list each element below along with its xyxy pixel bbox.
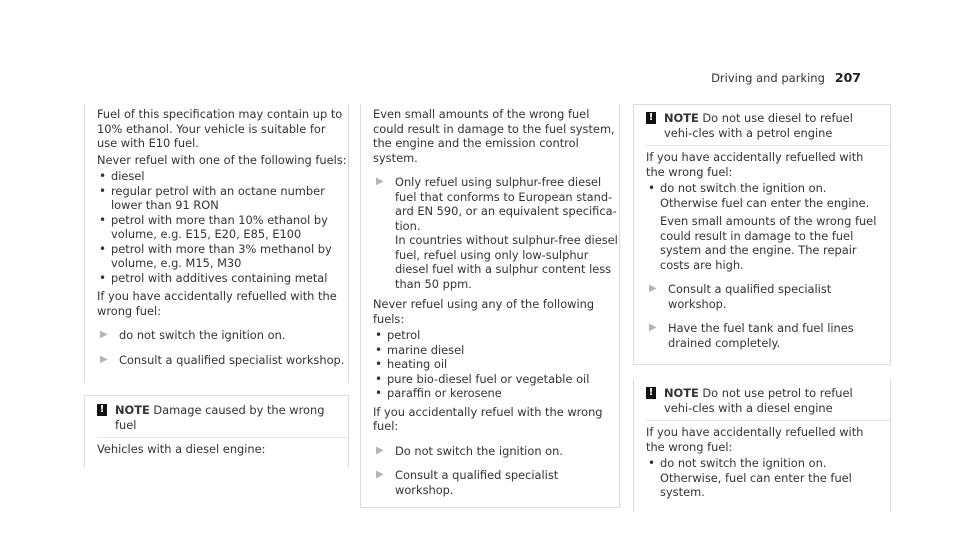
wrong-fuel-intro: If you accidentally refuel with the wrong fuel: (373, 404, 603, 433)
step-item (373, 175, 619, 291)
step-text: Only refuel using sulphur-free diesel fuel that conforms to European stand-ard EN 590, or an equivalent specifica-tion. (395, 175, 617, 233)
note-title (664, 111, 878, 140)
step-text: Consult a qualified specialist workshop. (395, 468, 559, 497)
note-box-petrol-in-diesel (633, 379, 891, 512)
list-item: • petrol with more than 10% ethanol by volume, e.g. E15, E20, E85, E100 (97, 213, 348, 242)
note-title (115, 403, 336, 432)
list-item: • diesel (97, 169, 348, 184)
fuel-spec-intro: Fuel of this specification may contain up to 10% ethanol. Your vehicle is suitable for use with E10 fuel. (97, 107, 343, 150)
wrong-fuel-intro: If you have accidentally refuelled with the wrong fuel: (646, 150, 864, 179)
never-refuel-heading: Never refuel using any of the following fuels: (373, 297, 595, 326)
diesel-content-box (360, 104, 620, 508)
wrong-fuel-damage-text: Even small amounts of the wrong fuel could result in damage to the fuel system, the engine and the emission control system. (373, 107, 615, 165)
page-header (711, 71, 861, 86)
arrow-icon: ▶ (376, 444, 384, 456)
step-text: Consult a qualified specialist workshop. (668, 282, 832, 311)
list-item-extra: Even small amounts of the wrong fuel could result in damage to the fuel system and the engine. The repair costs are high. (660, 214, 877, 272)
step-text: Consult a qualified specialist workshop. (119, 352, 345, 367)
note-header (646, 382, 890, 420)
section-title: Driving and parking (711, 71, 825, 85)
warning-icon: ! (646, 112, 656, 124)
list-item: • paraffin or kerosene (373, 386, 619, 401)
step-text: Do not switch the ignition on. (395, 443, 563, 458)
instruction-list (646, 181, 878, 210)
arrow-icon: ▶ (376, 469, 384, 480)
note-header (646, 107, 890, 145)
never-refuel-list (373, 328, 619, 401)
list-item: • do not switch the ignition on. Otherwise, fuel can enter the fuel system. (646, 456, 878, 500)
step-item (646, 321, 878, 350)
list-item: • petrol (373, 328, 619, 343)
note-text: Damage caused by the wrong fuel (115, 403, 325, 432)
arrow-icon: ▶ (100, 353, 108, 365)
step-item (373, 468, 619, 497)
note-body (97, 437, 348, 467)
step-item (646, 282, 878, 311)
column-1 (84, 104, 349, 467)
note-box-damage (84, 395, 349, 467)
list-item: • do not switch the ignition on. Otherwise fuel can enter the engine. (646, 181, 878, 210)
step-text: do not switch the ignition on. (119, 328, 286, 342)
list-item: • pure bio-diesel fuel or vegetable oil (373, 372, 619, 387)
arrow-icon: ▶ (376, 176, 384, 187)
step-item (97, 353, 348, 368)
wrong-fuel-intro: If you have accidentally refuelled with the wrong fuel: (646, 425, 864, 454)
note-body-text: Vehicles with a diesel engine: (97, 442, 266, 456)
note-header (97, 399, 348, 437)
list-item: • petrol with more than 3% methanol by volume, e.g. M15, M30 (97, 242, 348, 271)
step-item (373, 444, 619, 459)
column-3 (633, 104, 891, 512)
list-item: • marine diesel (373, 343, 619, 358)
list-item: • regular petrol with an octane number lower than 91 RON (97, 184, 348, 213)
note-title (664, 386, 878, 415)
note-box-diesel-in-petrol (633, 104, 891, 365)
never-refuel-list (97, 169, 348, 285)
step-text: Have the fuel tank and fuel lines drained completely. (668, 321, 854, 350)
arrow-icon: ▶ (100, 329, 108, 340)
column-2 (360, 104, 620, 508)
step-text-extra: In countries without sulphur-free diesel fuel, refuel using only low-sulphur diesel fuel with a sulphur content less than 50 ppm. (395, 233, 618, 291)
note-body (646, 420, 890, 512)
arrow-icon: ▶ (649, 283, 657, 294)
step-item (97, 328, 348, 343)
instruction-list (646, 456, 878, 500)
page-number: 207 (834, 70, 861, 85)
warning-icon: ! (97, 404, 107, 416)
list-item: • petrol with additives containing metal (97, 271, 348, 286)
note-keyword: NOTE (115, 403, 150, 417)
note-keyword: NOTE (664, 111, 699, 125)
arrow-icon: ▶ (649, 322, 657, 333)
list-item: • heating oil (373, 357, 619, 372)
note-text: Do not use petrol to refuel vehi-cles with a diesel engine (664, 386, 853, 415)
note-text: Do not use diesel to refuel vehi-cles with a petrol engine (664, 111, 853, 140)
note-keyword: NOTE (664, 386, 699, 400)
fuel-spec-box (84, 104, 349, 383)
warning-icon: ! (646, 387, 656, 399)
note-body (646, 145, 890, 364)
wrong-fuel-intro: If you have accidentally refuelled with the wrong fuel: (97, 289, 337, 318)
never-refuel-heading: Never refuel with one of the following fuels: (97, 152, 347, 167)
